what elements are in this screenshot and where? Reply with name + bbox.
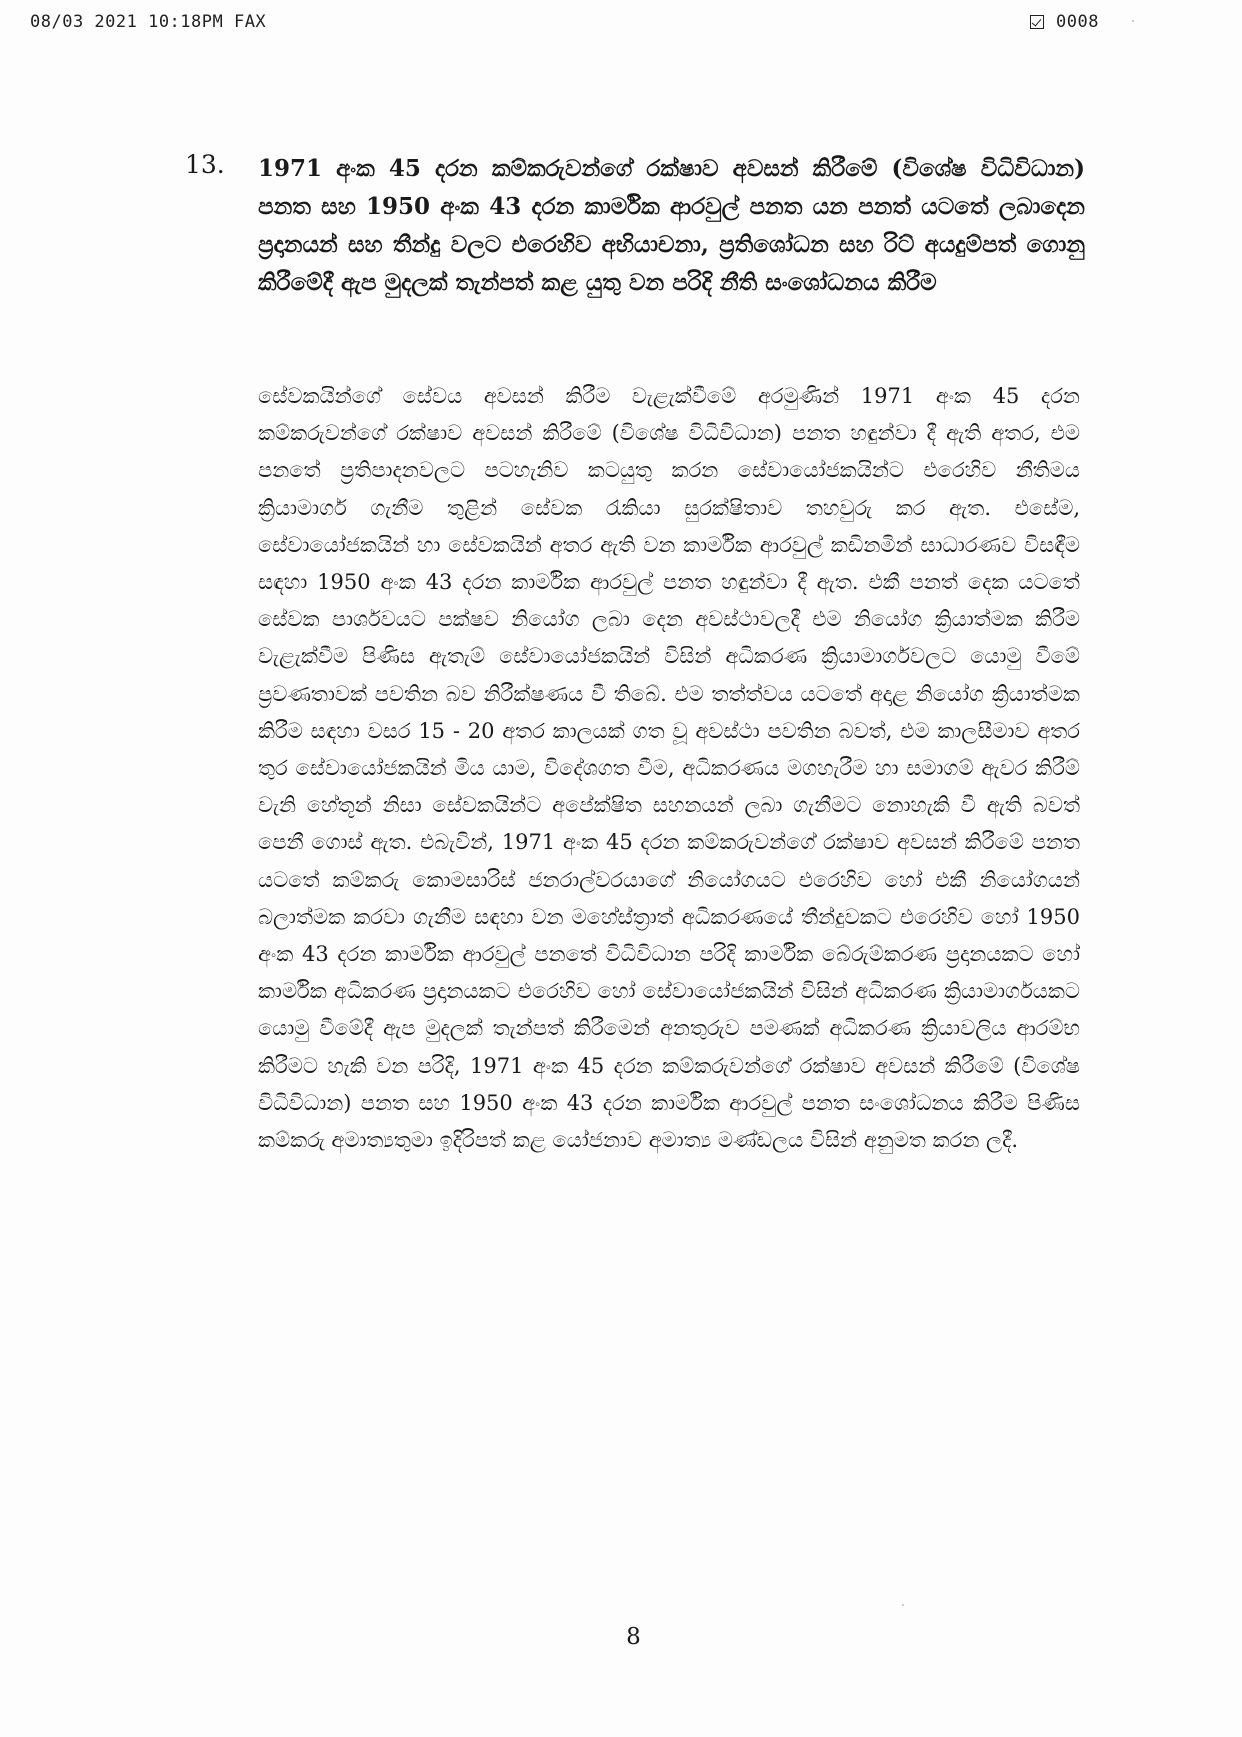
body-paragraph: සේවකයින්ගේ සේවය අවසන් කිරීම වැළැක්වීමේ අරමුණින් 1971 අංක 45 දරන කම්කරුවන්ගේ රක්ෂාව අවසන් කිරීමේ (විශේෂ විධිවිධාන) පනත හඳුන්වා දී ඇති අතර, එම පනතේ ප්‍රතිපාදනවලට පටහැනිව කටයුතු කරන සේවායෝජකයින්ට එරෙහිව නීතිමය ක්‍රියාමාර්ග ගැනීම තුළින් සේවක රැකියා සුරක්ෂිතාව තහවුරු කර ඇත. එසේම, සේවායෝජකයින් හා සේවකයින් අතර ඇති වන කාර්මික ආරවුල් කඩිනමින් සාධාරණව විසඳීම සඳහා 1950 අංක 43 දරන කාර්මික ආරවුල් පනත හඳුන්වා දී ඇත. එකී පනත් දෙක යටතේ සේවක පාර්ශවයට පක්ෂව නියෝග ලබා දෙන අවස්ථාවලදී එම නියෝග ක්‍රියාත්මක කිරීම වැළැක්වීම පිණිස ඇතැම් සේවායෝජකයින් විසින් අධිකරණ ක්‍රියාමාර්ගවලට යොමු වීමේ ප්‍රවණතාවක් පවතින බව නිරීක්ෂණය වී තිබේ. එම තත්ත්වය යටතේ අදාළ නියෝග ක්‍රියාත්මක කිරීම සඳහා වසර 15 - 20 අතර කාලයක් ගත වූ අවස්ථා පවතින බවත්, එම කාලසීමාව අතර තුර සේවායෝජකයින් මිය යාම, විදේශගත වීම, අධිකරණය මගහැරීම හා සමාගම් ඇවර කිරීම් වැනි හේතූන් නිසා සේවකයින්ට අපේක්ෂිත සහනයන් ලබා ගැනීමට නොහැකි වී ඇති බවත් පෙනී ගොස් ඇත. එබැවින්, 1971 අංක 45 දරන කම්කරුවන්ගේ රක්ෂාව අවසන් කිරීමේ පනත යටතේ කම්කරු කොමසාරිස් ජනරාල්වරයාගේ නියෝගයට එරෙහිව හෝ එකී නියෝගයන් බලාත්මක කරවා ගැනීම සඳහා වන මහේස්ත්‍රාත් අධිකරණයේ තීන්දුවකට එරෙහිව හෝ 1950 අංක 43 දරන කාර්මික ආරවුල් පනතේ විධිවිධාන පරිදි කාර්මික බේරුම්කරණ ප්‍රදානයකට හෝ කාර්මික අධිකරණ ප්‍රදානයකට එරෙහිව හෝ සේවායෝජකයින් විසින් අධිකරණ ක්‍රියාමාර්ගයකට යොමු වීමේදී ඇප මුදලක් තැන්පත් කිරීමෙන් අනතුරුව පමණක් අධිකරණ ක්‍රියාවලිය ආරම්භ කිරීමට හැකි වන පරිදි, 1971 අංක 45 දරන කම්කරුවන්ගේ රක්ෂාව අවසන් කිරීමේ (විශේෂ විධිවිධාන) පනත සහ 1950 අංක 43 දරන කාර්මික ආරවුල් පනත සංශෝධනය කිරීම පිණිස කම්කරු අමාත්‍යතුමා ඉදිරිපත් කළ යෝජනාව අමාත්‍ය මණ්ඩලය විසින් අනුමත කරන ලදී.	[258, 384, 1080, 1153]
checkbox-icon	[1030, 15, 1044, 29]
scan-speck	[1132, 20, 1134, 22]
fax-timestamp: 08/03 2021 10:18PM FAX	[30, 12, 267, 32]
page-number: 8	[626, 1624, 641, 1650]
fax-page-code-group	[1030, 12, 1099, 32]
section-number: 13.	[185, 150, 225, 179]
section-title: 1971 අංක 45 දරන කම්කරුවන්ගේ රක්ෂාව අවසන් කිරීමේ (විශේෂ විධිවිධාන) පනත සහ 1950 අංක 43 දරන කාර්මික ආරවුල් පනත යන පනත් යටතේ ලබාදෙන ප්‍රදානයන් සහ තීන්දු වලට එරෙහිව අභියාචනා, ප්‍රතිශෝධන සහ රිට් අයදුම්පත් ගොනු කිරීමේදී ඇප මුදලක් තැන්පත් කළ යුතු වන පරිදි නීති සංශෝධනය කිරීම	[258, 155, 1085, 296]
fax-header	[0, 12, 1242, 36]
scan-speck	[902, 1604, 904, 1606]
fax-page-code: 0008	[1056, 12, 1099, 32]
